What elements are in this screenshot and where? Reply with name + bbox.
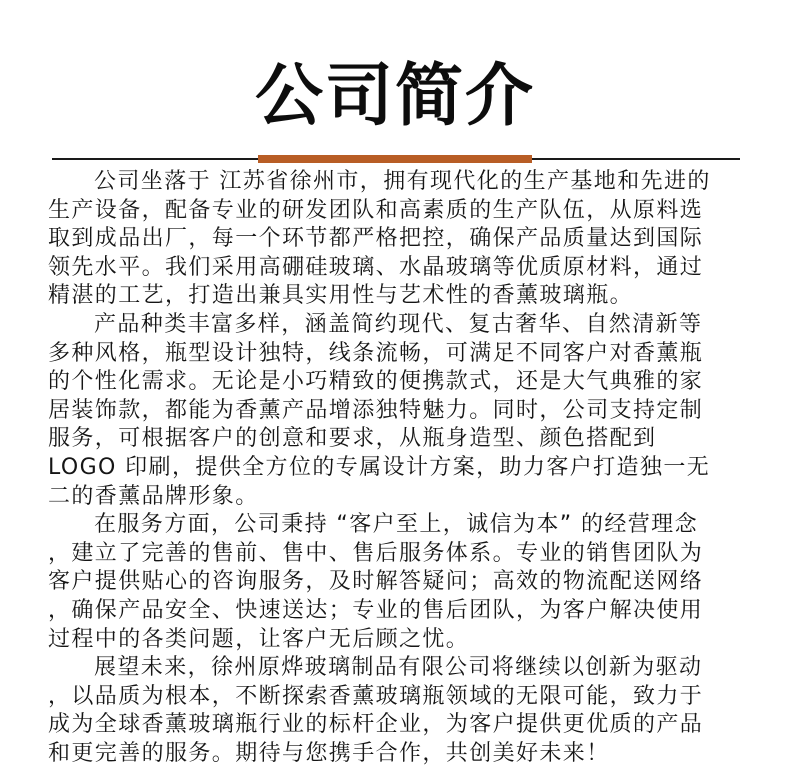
body-line: 居装饰款，都能为香薰产品增添独特魅力。同时，公司支持定制 <box>48 397 704 423</box>
body-line: 公司坐落于 江苏省徐州市，拥有现代化的生产基地和先进的 <box>94 169 711 194</box>
body-line: 产品种类丰富多样，涵盖简约现代、复古奢华、自然清新等 <box>94 311 703 337</box>
intro-body <box>48 168 738 768</box>
body-line: 的个性化需求。无论是小巧精致的便携款式，还是大气典雅的家 <box>48 369 704 395</box>
body-line: 取到成品出厂，每一个环节都严格把控，确保产品质量达到国际 <box>48 226 704 252</box>
body-line: 多种风格，瓶型设计独特，线条流畅，可满足不同客户对香薰瓶 <box>48 340 704 366</box>
body-line: 和更完善的服务。期待与您携手合作，共创美好未来！ <box>48 740 610 766</box>
body-line: 领先水平。我们采用高硼硅玻璃、水晶玻璃等优质原材料，通过 <box>48 254 704 280</box>
body-line: ，确保产品安全、快速送达；专业的售后团队，为客户解决使用 <box>48 597 704 623</box>
body-line: 精湛的工艺，打造出兼具实用性与艺术性的香薰玻璃瓶。 <box>48 283 634 309</box>
body-line: 二的香薰品牌形象。 <box>48 483 259 509</box>
body-line: ，以品质为根本，不断探索香薰玻璃瓶领域的无限可能，致力于 <box>48 683 704 709</box>
body-line: ，建立了完善的售前、售中、售后服务体系。专业的销售团队为 <box>48 540 704 566</box>
body-line: 在服务方面，公司秉持 “客户至上，诚信为本” 的经营理念 <box>94 512 698 538</box>
body-line: 成为全球香薰玻璃瓶行业的标杆企业，为客户提供更优质的产品 <box>48 712 704 738</box>
body-line: LOGO 印刷，提供全方位的专属设计方案，助力客户打造独一无 <box>48 454 711 480</box>
body-line: 服务，可根据客户的创意和要求，从瓶身造型、颜色搭配到 <box>48 426 657 452</box>
body-line: 生产设备，配备专业的研发团队和高素质的生产队伍，从原料选 <box>48 197 704 223</box>
title-divider-accent <box>258 155 532 163</box>
page-title: 公司简介 <box>254 57 535 136</box>
body-line: 过程中的各类问题，让客户无后顾之忧。 <box>48 626 470 652</box>
body-line: 客户提供贴心的咨询服务，及时解答疑问；高效的物流配送网络 <box>48 569 704 595</box>
body-line: 展望未来，徐州原烨玻璃制品有限公司将继续以创新为驱动 <box>94 655 703 681</box>
